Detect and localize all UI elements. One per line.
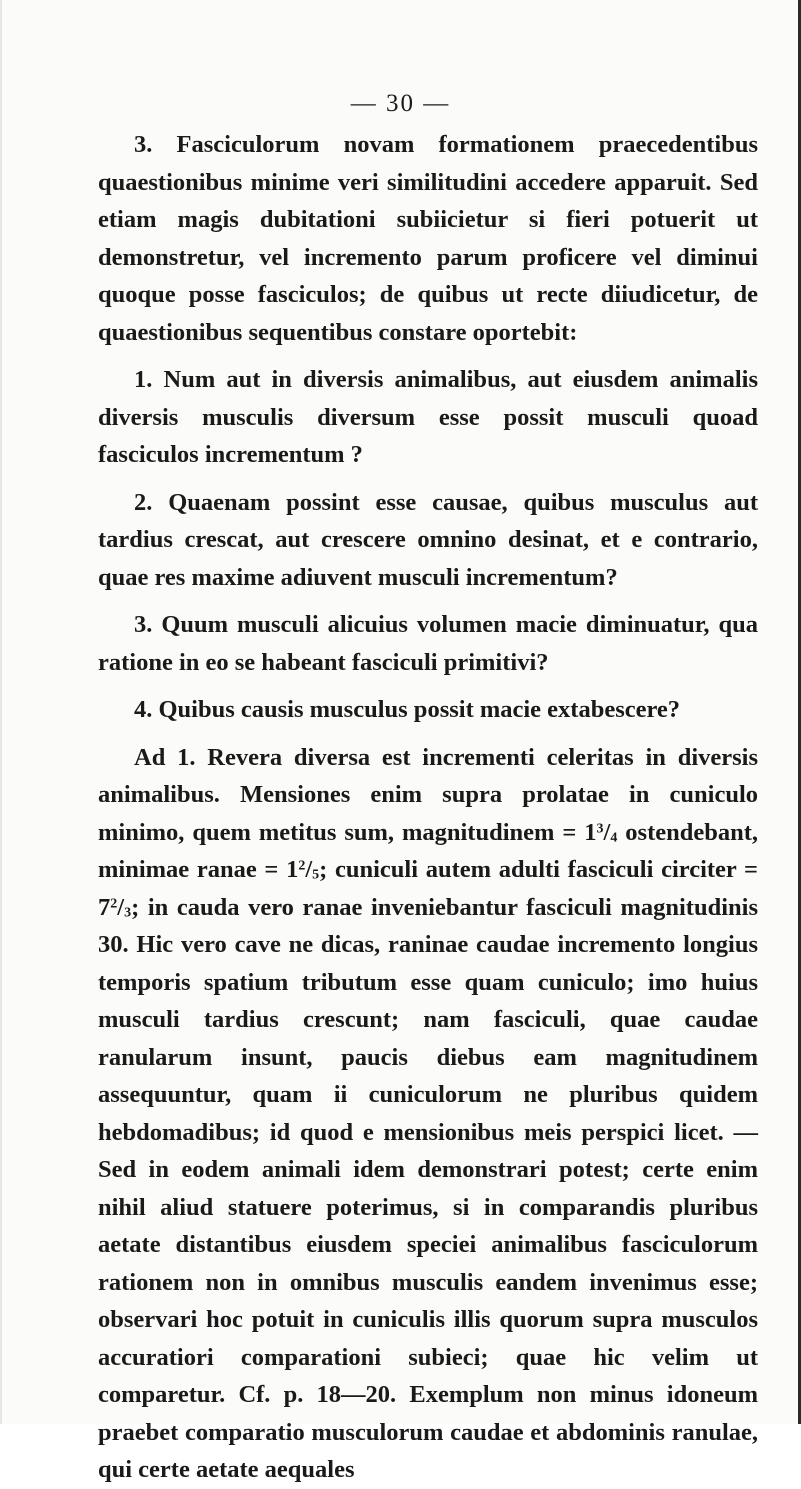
question-1: 1. Num aut in diversis animalibus, aut eiusdem animalis diversis musculis diversum esse possit musculi quoad fasciculos incrementum ?: [98, 366, 758, 468]
question-2: 2. Quaenam possint esse causae, quibus musculus aut tardius crescat, aut crescere omnino desinat, et e contrario, quae res maxime adiuvent musculi incrementum?: [98, 488, 758, 591]
page-number: — 30 —: [350, 90, 451, 117]
answer-text-part3: ; cuniculi autem adulti fasciculi circiter =: [319, 856, 758, 883]
fraction-one-two-fifths: $1^2/_5$: [286, 856, 320, 883]
page-left-edge: [0, 0, 2, 1424]
intro-paragraph: 3. Fasciculorum novam formationem praecedentibus quaestionibus minime veri similitudini accedere apparuit. Sed etiam magis dubitationi subiicietur si fieri potuerit ut demonstretur, vel incremento parum proficere vel diminui quoque posse fasciculos; de quibus ut recte diiudicetur, de quaestionibus sequentibus constare oportebit:: [98, 131, 758, 346]
answer-text-part2: ostendebant, minimae ranae =: [98, 818, 759, 883]
question-4: 4. Quibus causis musculus possit macie extabescere?: [134, 696, 681, 723]
answer-paragraph: [98, 739, 758, 1489]
body-text: [98, 126, 758, 1489]
fraction-seven-two-thirds: $7^2/_3$: [98, 893, 132, 921]
question-3: 3. Quum musculi alicuius volumen macie diminuatur, qua ratione in eo se habeant fasciculi primitivi?: [98, 611, 758, 676]
answer-text-part4: ; in cauda vero ranae inveniebantur fasciculi magnitudinis 30. Hic vero cave ne dicas, raninae caudae incremento longius temporis spatium tributum esse quam cuniculo; imo huius musculi tardius crescunt; nam fasciculi, quae caudae ranularum insunt, paucis diebus eam magnitudinem assequuntur, quam ii cuniculorum ne pluribus quidem hebdomadibus; id quod e mensionibus meis perspici licet. — Sed in eodem animali idem demonstrari potest; certe enim nihil aliud statuere poterimus, si in comparandis pluribus aetate distantibus eiusdem speciei animalibus fasciculorum rationem non in omnibus musculis eandem invenimus esse; observari hoc potuit in cuniculis illis quorum supra musculos accuratiori comparationi subieci; quae hic velim ut comparetur. Cf. p. 18—20. Exemplum non minus idoneum praebet comparatio musculorum caudae et abdominis ranulae, qui certe aetate aequales: [98, 893, 758, 1483]
answer-text-part1: Ad 1. Revera diversa est incrementi celeritas in diversis animalibus. Mensiones enim supra prolatae in cuniculo minimo, quem metitus sum, magnitudinem =: [98, 743, 758, 846]
fraction-one-three-quarters: $1^3/_4$: [584, 818, 618, 846]
